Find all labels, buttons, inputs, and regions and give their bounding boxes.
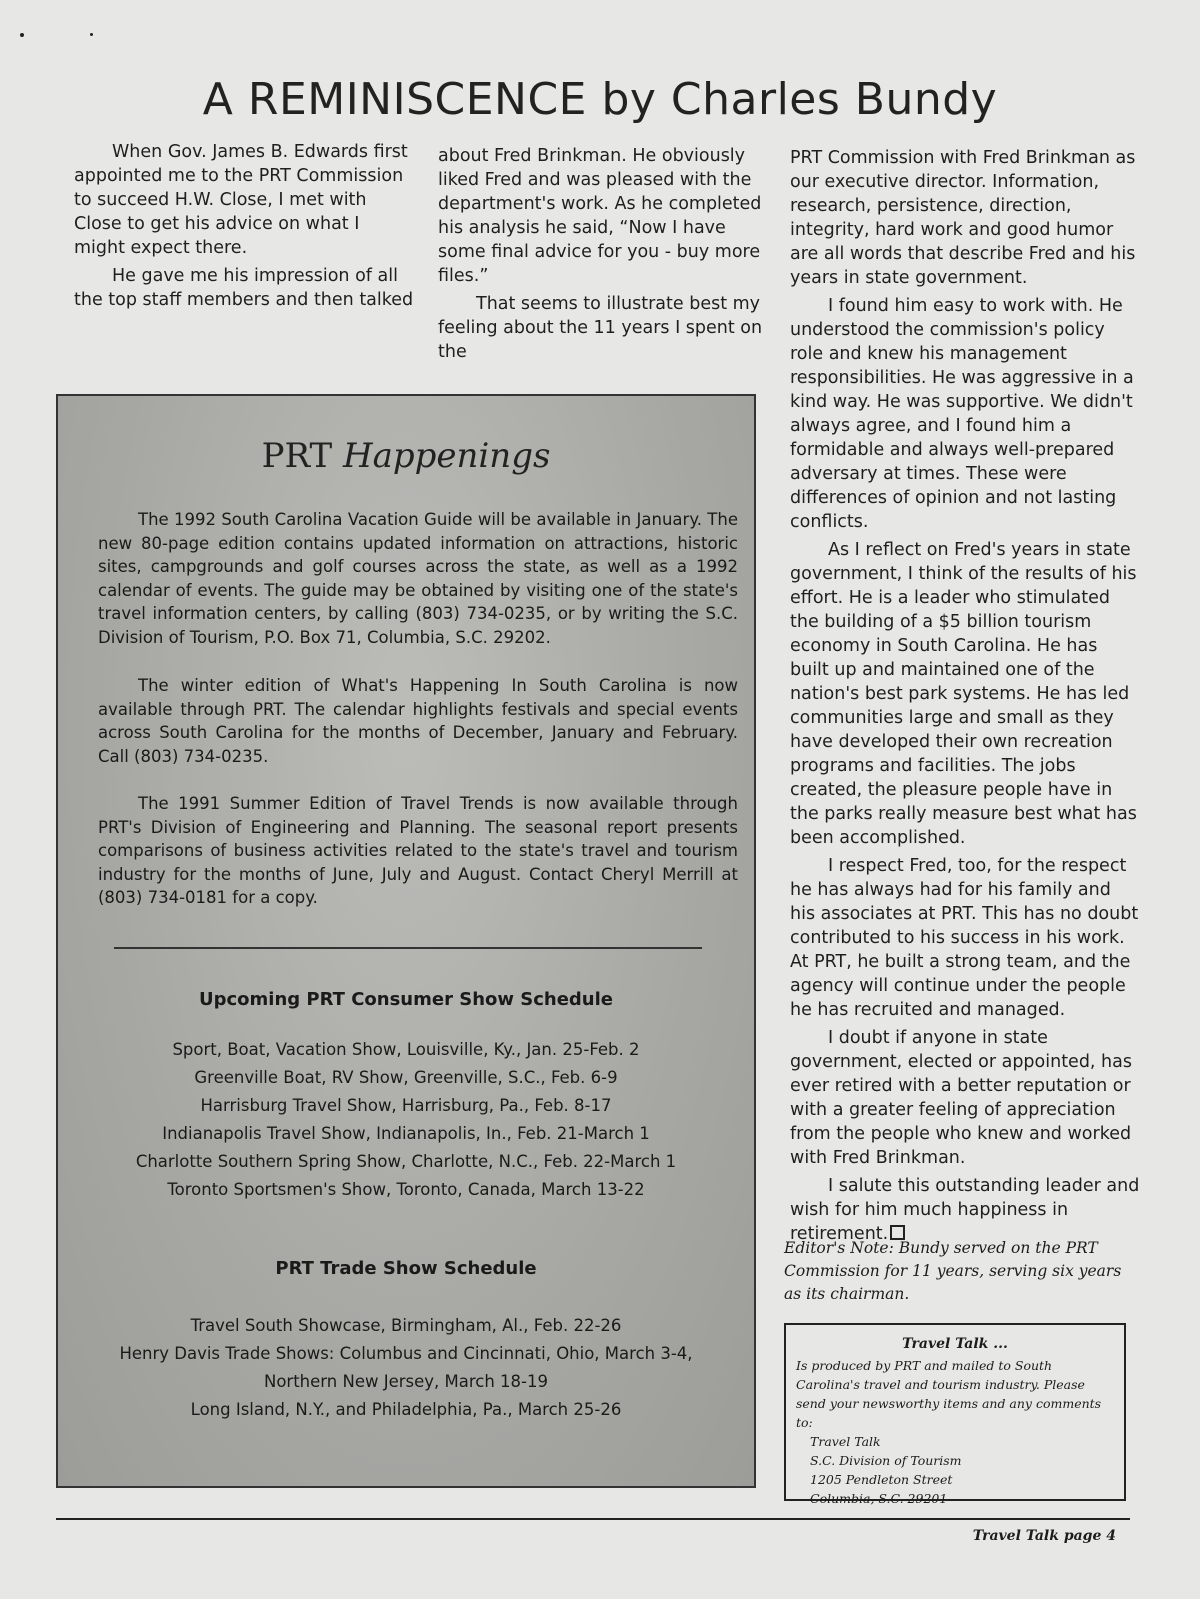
address-line: Columbia, S.C. 29201 [810, 1491, 948, 1506]
article-column-1 [74, 140, 414, 312]
address-line: S.C. Division of Tourism [810, 1453, 962, 1468]
consumer-show-list [58, 1036, 754, 1204]
travel-talk-body: Is produced by PRT and mailed to South Carolina's travel and tourism industry. Please send your newsworthy items and any comments to: [796, 1358, 1102, 1430]
article-paragraph: That seems to illustrate best my feeling about the 11 years I spent on the [438, 294, 763, 362]
page-footer: Travel Talk page 4 [972, 1528, 1116, 1544]
list-item: Charlotte Southern Spring Show, Charlotte, N.C., Feb. 22-March 1 [135, 1152, 677, 1171]
article-column-2 [438, 144, 778, 364]
corner-mark [20, 33, 24, 37]
article-column-3 [790, 146, 1140, 1246]
list-item: Long Island, N.Y., and Philadelphia, Pa., March 25-26 [190, 1400, 622, 1419]
page-title: A REMINISCENCE by Charles Bundy [202, 74, 998, 125]
list-item: Henry Davis Trade Shows: Columbus and Cincinnati, Ohio, March 3-4, [119, 1344, 693, 1363]
list-item: Indianapolis Travel Show, Indianapolis, In., Feb. 21-March 1 [162, 1124, 650, 1143]
article-paragraph: When Gov. James B. Edwards first appointed me to the PRT Commission to succeed H.W. Close, I met with Close to get his advice on what I might expect there. [74, 142, 408, 258]
happenings-paragraph: The winter edition of What's Happening In South Carolina is now available through PRT. The calendar highlights festivals and special events across South Carolina for the months of December, January and February. Call (803) 734-0235. [98, 676, 738, 766]
divider [114, 947, 702, 949]
article-paragraph: I found him easy to work with. He understood the commission's policy role and knew his management responsibilities. He was aggressive in a kind way. He was supportive. We didn't always agree, and I found him a formidable and always well-prepared adversary at times. These were differences of opinion and not lasting conflicts. [790, 296, 1134, 532]
happenings-paragraph: The 1992 South Carolina Vacation Guide will be available in January. The new 80-page edition contains updated information on attractions, historic sites, campgrounds and golf courses across the state, as well as a 1992 calendar of events. The guide may be obtained by visiting one of the state's travel information centers, by calling (803) 734-0235, or by writing the S.C. Division of Tourism, P.O. Box 71, Columbia, S.C. 29202. [98, 510, 738, 647]
list-item: Travel South Showcase, Birmingham, Al., Feb. 22-26 [190, 1316, 622, 1335]
list-item: Toronto Sportsmen's Show, Toronto, Canada, March 13-22 [167, 1180, 645, 1199]
closing-text: I salute this outstanding leader and wish for him much happiness in retirement. [790, 1176, 1140, 1244]
list-item: Sport, Boat, Vacation Show, Louisville, Ky., Jan. 25-Feb. 2 [172, 1040, 640, 1059]
article-paragraph: I doubt if anyone in state government, elected or appointed, has ever retired with a better reputation or with a greater feeling of appreciation from the people who knew and worked with Fred Brinkman. [790, 1028, 1132, 1168]
list-item: Northern New Jersey, March 18-19 [263, 1372, 549, 1391]
article-paragraph: He gave me his impression of all the top staff members and then talked [74, 266, 414, 310]
happenings-title-prefix: PRT [261, 436, 333, 476]
happenings-paragraph: The 1991 Summer Edition of Travel Trends is now available through PRT's Division of Engineering and Planning. The seasonal report presents comparisons of business activities related to the state's travel and tourism industry for the months of June, July and August. Contact Cheryl Merrill at (803) 734-0181 for a copy. [98, 794, 738, 907]
prt-happenings-box [56, 394, 756, 1488]
happenings-title-em: Happenings [342, 436, 551, 476]
list-item: Harrisburg Travel Show, Harrisburg, Pa., Feb. 8-17 [200, 1096, 612, 1115]
trade-show-list [58, 1312, 754, 1424]
bottom-rule [56, 1518, 1130, 1520]
article-paragraph: PRT Commission with Fred Brinkman as our executive director. Information, research, persistence, direction, integrity, hard work and good humor are all words that describe Fred and his years in state government. [790, 148, 1136, 288]
address-line: Travel Talk [810, 1434, 881, 1449]
happenings-title [58, 436, 754, 476]
article-paragraph: about Fred Brinkman. He obviously liked Fred and was pleased with the department's work. As he completed his analysis he said, “Now I have some final advice for you - buy more files.” [438, 146, 762, 286]
article-paragraph: I respect Fred, too, for the respect he has always had for his family and his associates at PRT. This has no doubt contributed to his success in his work. At PRT, he built a strong team, and the agency will continue under the people he has recruited and managed. [790, 856, 1139, 1020]
consumer-show-heading: Upcoming PRT Consumer Show Schedule [198, 989, 614, 1010]
address-line: 1205 Pendleton Street [810, 1472, 953, 1487]
travel-talk-title: Travel Talk ... [902, 1336, 1008, 1352]
trade-show-heading: PRT Trade Show Schedule [275, 1258, 537, 1279]
list-item: Greenville Boat, RV Show, Greenville, S.C., Feb. 6-9 [194, 1068, 618, 1087]
travel-talk-box [784, 1323, 1126, 1506]
editor-note: Editor's Note: Bundy served on the PRT Commission for 11 years, serving six years as its chairman. [784, 1239, 1122, 1303]
article-paragraph: As I reflect on Fred's years in state government, I think of the results of his effort. He is a leader who stimulated the building of a $5 billion tourism economy in South Carolina. He has built up and maintained one of the nation's best park systems. He has led communities large and small as they have developed their own recreation programs and facilities. The jobs created, the pleasure people have in the parks really measure best what has been accomplished. [790, 540, 1137, 848]
corner-mark [90, 33, 93, 36]
article-paragraph [790, 1174, 1140, 1246]
